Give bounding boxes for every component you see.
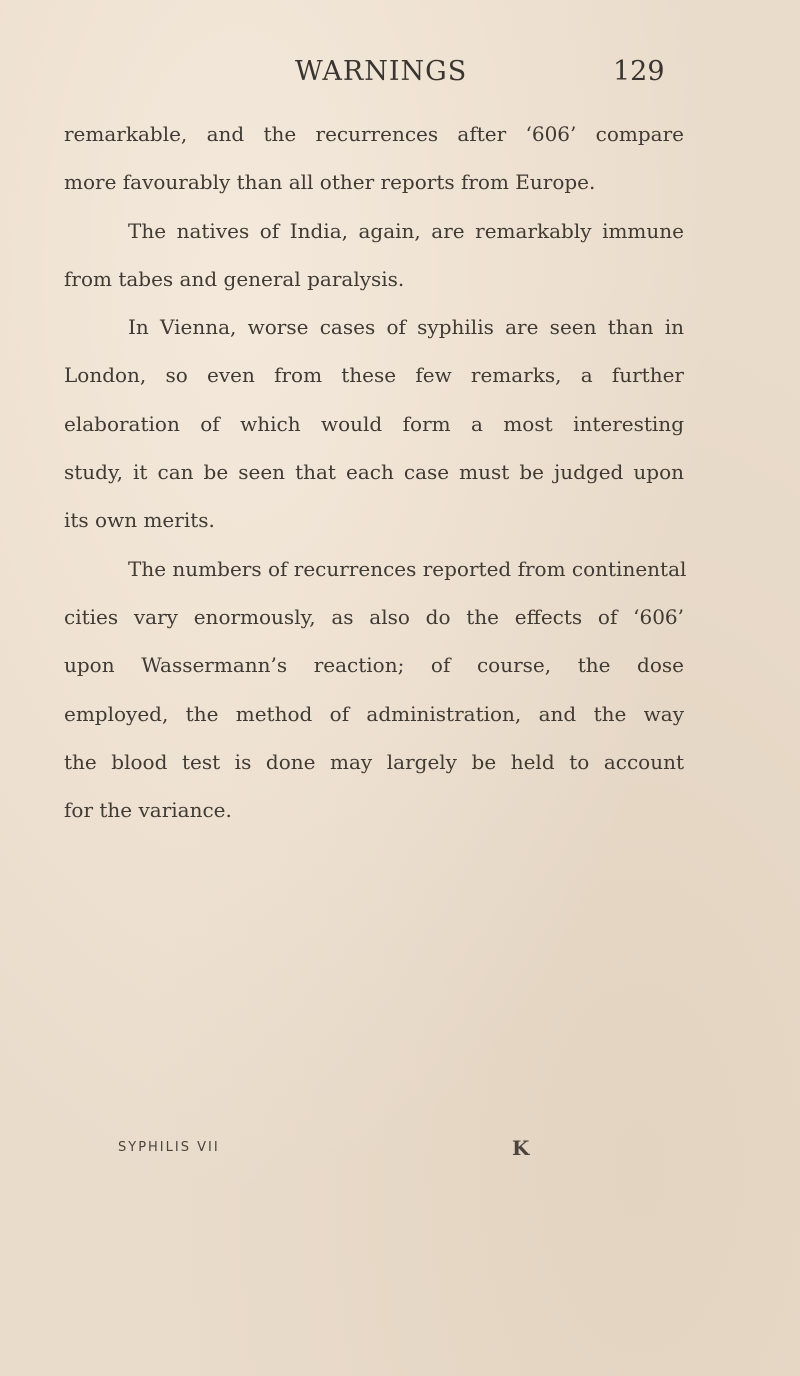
text-line: In Vienna, worse cases of syphilis are seen than in [128, 315, 684, 340]
text-line: remarkable, and the recurrences after ‘606’ compare [64, 122, 684, 146]
signature-line [0, 1136, 800, 1170]
text-line: upon Wassermann’s reaction; of course, the dose [64, 653, 684, 678]
text-line: for the variance. [64, 798, 232, 823]
text-line: The numbers of recurrences reported from continental [128, 556, 687, 581]
text-line: from tabes and general paralysis. [64, 266, 405, 291]
text-line: study, it can be seen that each case must be judged upon [64, 460, 684, 485]
text-line: elaboration of which would form a most interesting [64, 411, 684, 436]
running-head [0, 56, 800, 96]
signature-letter: K [512, 1136, 530, 1160]
signature-mark: SYPHILIS VII [118, 1140, 220, 1155]
text-line: cities vary enormously, as also do the effects of ‘606’ [64, 604, 684, 629]
page-number: 129 [613, 56, 665, 87]
text-line: The natives of India, again, are remarkably immune [128, 218, 684, 243]
running-head-title: WARNINGS [295, 56, 468, 87]
text-line: London, so even from these few remarks, a further [64, 363, 684, 388]
text-line: employed, the method of administration, and the way [64, 701, 684, 726]
text-line: more favourably than all other reports from Europe. [64, 170, 596, 195]
text-line: the blood test is done may largely be held to account [64, 749, 684, 774]
body-text [64, 110, 687, 834]
text-line: its own merits. [64, 508, 215, 533]
